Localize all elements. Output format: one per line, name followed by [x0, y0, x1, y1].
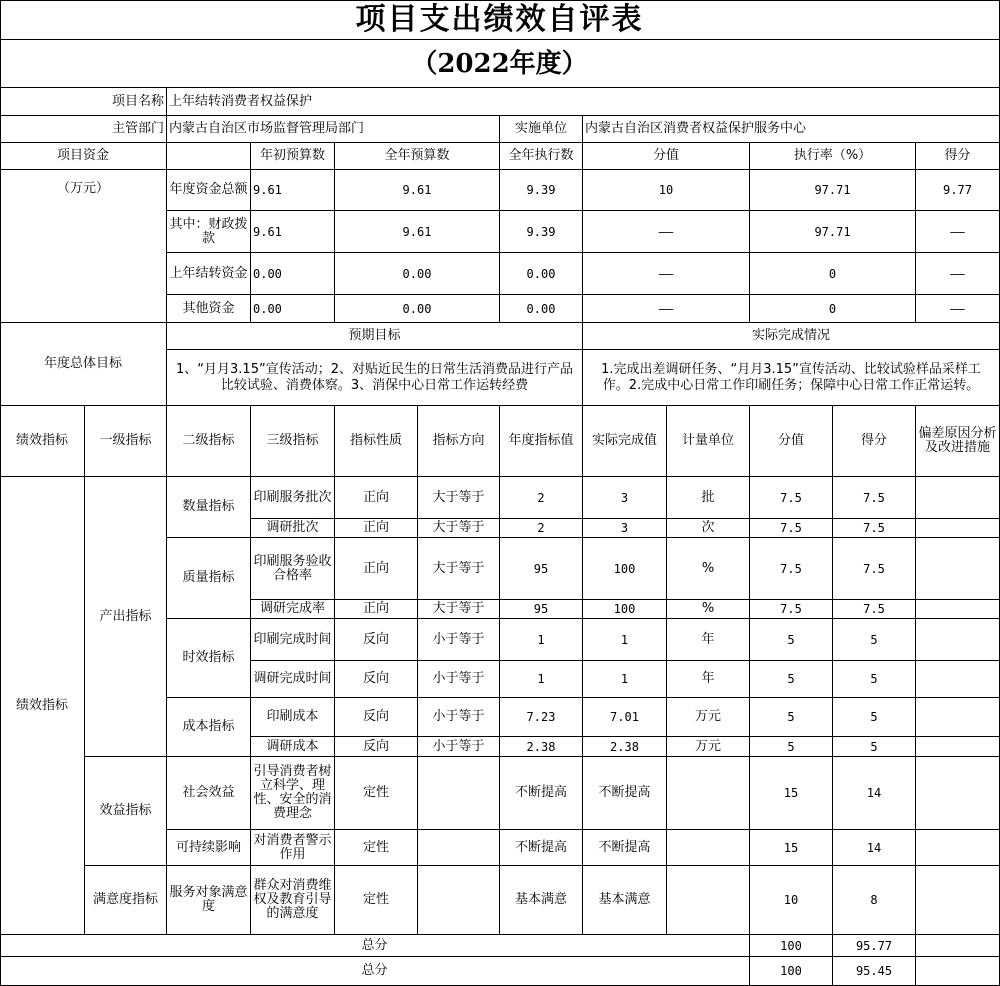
indicator-deviation-note [916, 737, 1000, 757]
indicator-unit: % [667, 600, 750, 619]
indicator-score: 7.5 [833, 519, 916, 538]
indicator-score: 5 [833, 619, 916, 661]
fund-annual: 9.61 [335, 211, 500, 253]
indicator-score: 7.5 [833, 477, 916, 519]
indicator-nature: 反向 [335, 737, 418, 757]
indicator-level3: 调研完成时间 [251, 661, 335, 698]
indicator-nature: 正向 [335, 538, 418, 600]
total-note [916, 957, 1000, 986]
indicator-level3: 调研成本 [251, 737, 335, 757]
indicator-level3: 引导消费者树立科学、理性、安全的消费理念 [251, 757, 335, 830]
funds-header-cell: 得分 [916, 143, 1000, 170]
level2-indicator: 社会效益 [167, 757, 251, 830]
indicator-value: 5 [750, 661, 833, 698]
fund-rate: 0 [750, 253, 916, 295]
impl-value: 内蒙古自治区消费者权益保护服务中心 [583, 116, 1000, 143]
indicator-actual: 1 [583, 661, 667, 698]
fund-initial: 9.61 [251, 170, 335, 211]
project-name-label: 项目名称 [0, 88, 167, 116]
indicator-deviation-note [916, 477, 1000, 519]
perf-header-cell: 指标性质 [335, 406, 418, 477]
indicator-level3: 印刷服务批次 [251, 477, 335, 519]
funds-header-blank [167, 143, 251, 170]
indicator-actual: 7.01 [583, 698, 667, 737]
perf-header-cell: 偏差原因分析及改进措施 [916, 406, 1000, 477]
indicator-unit [667, 830, 750, 866]
indicator-target: 基本满意 [500, 866, 583, 935]
actual-goal-text: 1.完成出差调研任务、“月月3.15”宣传活动、比较试验样品采样工作。2.完成中心日常工作印刷任务；保障中心日常工作正常运转。 [583, 350, 1000, 406]
indicator-level3: 印刷成本 [251, 698, 335, 737]
indicator-target: 95 [500, 600, 583, 619]
indicator-value: 7.5 [750, 600, 833, 619]
fund-annual: 0.00 [335, 253, 500, 295]
indicator-value: 5 [750, 619, 833, 661]
indicator-direction: 小于等于 [418, 661, 500, 698]
indicator-direction: 小于等于 [418, 619, 500, 661]
funds-unit: （万元） [0, 170, 167, 323]
indicator-value: 15 [750, 757, 833, 830]
indicator-nature: 定性 [335, 866, 418, 935]
total-note [916, 935, 1000, 957]
indicator-level3: 调研批次 [251, 519, 335, 538]
level1-output: 产出指标 [85, 477, 167, 757]
indicator-direction: 大于等于 [418, 477, 500, 519]
indicator-nature: 反向 [335, 661, 418, 698]
indicator-target: 不断提高 [500, 757, 583, 830]
indicator-direction [418, 830, 500, 866]
funds-header-cell: 全年预算数 [335, 143, 500, 170]
indicator-unit: 万元 [667, 698, 750, 737]
indicator-deviation-note [916, 538, 1000, 600]
indicator-direction: 大于等于 [418, 538, 500, 600]
total-label: 总分 [0, 957, 750, 986]
indicator-score: 14 [833, 757, 916, 830]
perf-header-cell: 年度指标值 [500, 406, 583, 477]
fund-annual: 9.61 [335, 170, 500, 211]
fund-rate: 0 [750, 295, 916, 323]
indicator-actual: 1 [583, 619, 667, 661]
indicator-score: 5 [833, 737, 916, 757]
indicator-direction: 大于等于 [418, 600, 500, 619]
indicator-value: 7.5 [750, 538, 833, 600]
total-value: 100 [750, 957, 833, 986]
indicator-deviation-note [916, 600, 1000, 619]
indicator-unit: 批 [667, 477, 750, 519]
level2-indicator: 时效指标 [167, 619, 251, 698]
indicator-actual: 不断提高 [583, 830, 667, 866]
total-label: 总分 [0, 935, 750, 957]
indicator-unit: % [667, 538, 750, 600]
perf-header-cell: 分值 [750, 406, 833, 477]
fund-score-value: —— [583, 211, 750, 253]
perf-header-cell: 绩效指标 [0, 406, 85, 477]
indicator-target: 1 [500, 661, 583, 698]
indicator-level3: 群众对消费维权及教育引导的满意度 [251, 866, 335, 935]
actual-goal-header: 实际完成情况 [583, 323, 1000, 350]
indicator-value: 10 [750, 866, 833, 935]
fund-executed: 0.00 [500, 295, 583, 323]
level2-indicator: 可持续影响 [167, 830, 251, 866]
indicator-unit: 次 [667, 519, 750, 538]
level2-indicator: 数量指标 [167, 477, 251, 538]
indicator-actual: 3 [583, 477, 667, 519]
indicator-direction: 小于等于 [418, 698, 500, 737]
perf-header-cell: 二级指标 [167, 406, 251, 477]
total-score: 95.45 [833, 957, 916, 986]
fund-row-name: 年度资金总额 [167, 170, 251, 211]
total-score: 95.77 [833, 935, 916, 957]
indicator-nature: 定性 [335, 830, 418, 866]
indicator-target: 7.23 [500, 698, 583, 737]
perf-header-cell: 指标方向 [418, 406, 500, 477]
expected-goal-header: 预期目标 [167, 323, 583, 350]
indicator-deviation-note [916, 519, 1000, 538]
indicator-actual: 100 [583, 600, 667, 619]
fund-row-name: 其他资金 [167, 295, 251, 323]
indicator-deviation-note [916, 661, 1000, 698]
fund-rate: 97.71 [750, 170, 916, 211]
funds-header-cell: 分值 [583, 143, 750, 170]
indicator-value: 5 [750, 737, 833, 757]
indicator-level3: 印刷完成时间 [251, 619, 335, 661]
indicator-nature: 反向 [335, 619, 418, 661]
indicator-unit [667, 866, 750, 935]
indicator-value: 7.5 [750, 477, 833, 519]
fund-row-name: 其中：财政拨款 [167, 211, 251, 253]
level2-indicator: 成本指标 [167, 698, 251, 757]
total-value: 100 [750, 935, 833, 957]
indicator-target: 不断提高 [500, 830, 583, 866]
funds-header-cell: 年初预算数 [251, 143, 335, 170]
indicator-actual: 3 [583, 519, 667, 538]
indicator-value: 15 [750, 830, 833, 866]
indicator-score: 7.5 [833, 538, 916, 600]
perf-header-cell: 一级指标 [85, 406, 167, 477]
funds-header-cell: 全年执行数 [500, 143, 583, 170]
indicator-value: 5 [750, 698, 833, 737]
indicator-nature: 定性 [335, 757, 418, 830]
fund-score-value: —— [583, 253, 750, 295]
indicator-direction: 小于等于 [418, 737, 500, 757]
indicator-score: 5 [833, 698, 916, 737]
indicator-unit: 年 [667, 661, 750, 698]
fund-score-value: 10 [583, 170, 750, 211]
perf-header-cell: 得分 [833, 406, 916, 477]
indicator-actual: 基本满意 [583, 866, 667, 935]
indicator-deviation-note [916, 757, 1000, 830]
impl-label: 实施单位 [500, 116, 583, 143]
indicator-actual: 100 [583, 538, 667, 600]
fund-annual: 0.00 [335, 295, 500, 323]
indicator-nature: 正向 [335, 519, 418, 538]
year-subtitle: （2022年度） [0, 40, 1000, 88]
funds-header-cell: 执行率（%） [750, 143, 916, 170]
dept-value: 内蒙古自治区市场监督管理局部门 [167, 116, 500, 143]
indicator-score: 5 [833, 661, 916, 698]
fund-initial: 0.00 [251, 253, 335, 295]
indicator-deviation-note [916, 866, 1000, 935]
indicator-target: 2.38 [500, 737, 583, 757]
fund-score: 9.77 [916, 170, 1000, 211]
indicator-target: 2 [500, 519, 583, 538]
indicator-nature: 正向 [335, 477, 418, 519]
fund-rate: 97.71 [750, 211, 916, 253]
project-name-value: 上年结转消费者权益保护 [167, 88, 1000, 116]
fund-score-value: —— [583, 295, 750, 323]
fund-executed: 9.39 [500, 211, 583, 253]
indicator-nature: 反向 [335, 698, 418, 737]
level1-satisfaction: 满意度指标 [85, 866, 167, 935]
level1-benefit: 效益指标 [85, 757, 167, 866]
perf-header-cell: 三级指标 [251, 406, 335, 477]
page-title: 项目支出绩效自评表 [0, 0, 1000, 40]
indicator-level3: 调研完成率 [251, 600, 335, 619]
indicator-deviation-note [916, 619, 1000, 661]
indicator-direction [418, 757, 500, 830]
fund-score: —— [916, 253, 1000, 295]
perf-header-cell: 计量单位 [667, 406, 750, 477]
fund-initial: 9.61 [251, 211, 335, 253]
perf-header-cell: 实际完成值 [583, 406, 667, 477]
funds-label: 项目资金 [0, 143, 167, 170]
indicator-score: 14 [833, 830, 916, 866]
fund-row-name: 上年结转资金 [167, 253, 251, 295]
fund-score: —— [916, 211, 1000, 253]
indicator-unit: 年 [667, 619, 750, 661]
indicator-direction [418, 866, 500, 935]
indicator-direction: 大于等于 [418, 519, 500, 538]
indicator-score: 8 [833, 866, 916, 935]
indicator-nature: 正向 [335, 600, 418, 619]
fund-executed: 0.00 [500, 253, 583, 295]
fund-executed: 9.39 [500, 170, 583, 211]
indicator-level3: 印刷服务验收合格率 [251, 538, 335, 600]
indicator-actual: 不断提高 [583, 757, 667, 830]
indicator-unit [667, 757, 750, 830]
expected-goal-text: 1、“月月3.15”宣传活动；2、对贴近民生的日常生活消费品进行产品比较试验、消费体察。3、消保中心日常工作运转经费 [167, 350, 583, 406]
indicator-value: 7.5 [750, 519, 833, 538]
dept-label: 主管部门 [0, 116, 167, 143]
indicator-unit: 万元 [667, 737, 750, 757]
perf-group-label: 绩效指标 [0, 477, 85, 935]
level2-indicator: 服务对象满意度 [167, 866, 251, 935]
fund-initial: 0.00 [251, 295, 335, 323]
fund-score: —— [916, 295, 1000, 323]
indicator-level3: 对消费者警示作用 [251, 830, 335, 866]
indicator-target: 95 [500, 538, 583, 600]
indicator-target: 1 [500, 619, 583, 661]
indicator-deviation-note [916, 830, 1000, 866]
indicator-actual: 2.38 [583, 737, 667, 757]
goals-label: 年度总体目标 [0, 323, 167, 406]
level2-indicator: 质量指标 [167, 538, 251, 619]
indicator-score: 7.5 [833, 600, 916, 619]
indicator-target: 2 [500, 477, 583, 519]
indicator-deviation-note [916, 698, 1000, 737]
